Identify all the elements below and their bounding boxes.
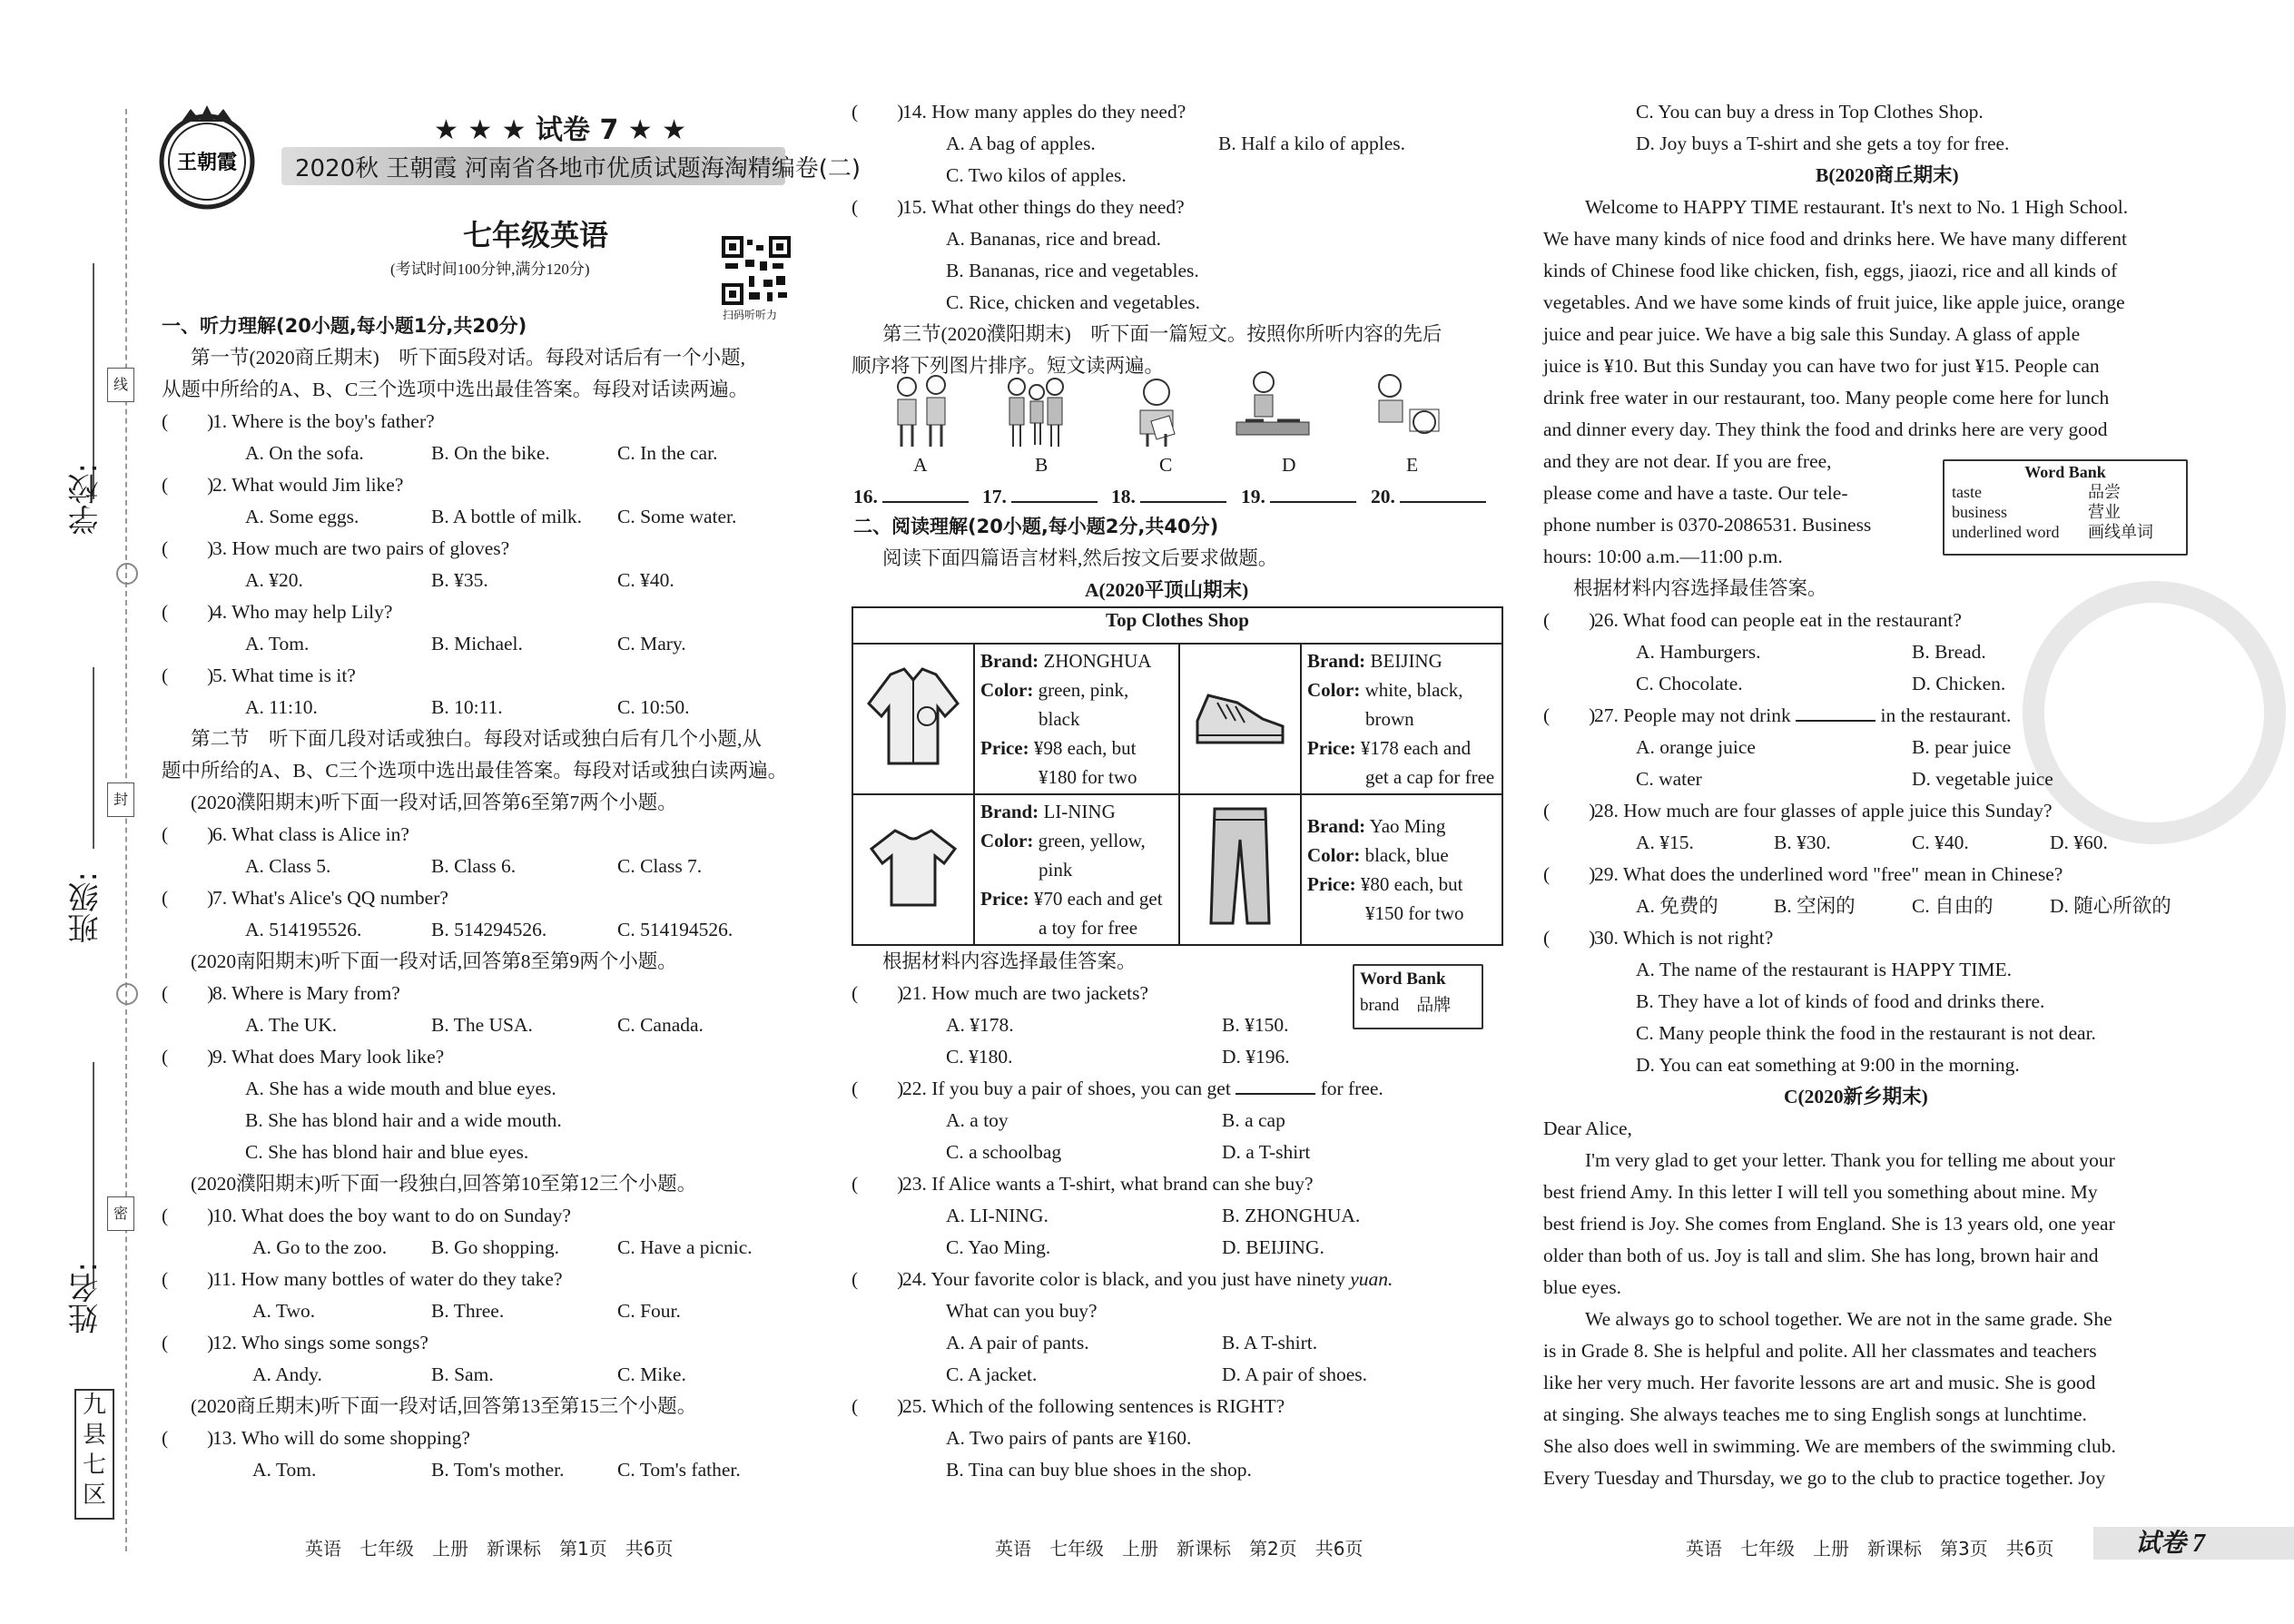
class-line	[93, 667, 94, 849]
picture-a-two-people-talking-icon	[885, 372, 958, 449]
jacket-picture	[852, 644, 974, 794]
item-beijing: Brand: BEIJING Color: white, black, brown Price: ¥178 each and get a cap for free	[1301, 644, 1502, 794]
part3-intro: 第三节(2020濮阳期末) 听下面一篇短文。按照你所听内容的先后	[882, 323, 1442, 345]
passage-c-line: blue eyes.	[1543, 1276, 1621, 1298]
box-char: 七	[82, 1452, 106, 1479]
q26-option-b[interactable]: B. Bread.	[1912, 641, 1986, 663]
passage-b-line: kinds of Chinese food like chicken, fish, eggs, jiaozi, rice and all kinds of	[1543, 260, 2118, 281]
q10-option-b[interactable]: B. Go shopping.	[431, 1236, 559, 1258]
note-q10-12: (2020濮阳期末)听下面一段独白,回答第10至第12三个小题。	[191, 1173, 697, 1195]
q21-option-a[interactable]: A. ¥178.	[946, 1014, 1014, 1036]
q7-option-b[interactable]: B. 514294526.	[431, 919, 547, 940]
clothes-shop-table	[852, 606, 1503, 946]
section2-intro: 阅读下面四篇语言材料,然后按文后要求做题。	[882, 547, 1278, 569]
q29-option-c[interactable]: C. 自由的	[1912, 895, 1994, 917]
seal-mark-line: 线	[107, 368, 134, 402]
q6-option-b[interactable]: B. Class 6.	[431, 855, 517, 877]
pants-icon	[1204, 803, 1276, 930]
jacket-icon	[863, 662, 963, 771]
q28-option-c[interactable]: C. ¥40.	[1912, 832, 1969, 853]
q15-option-a[interactable]: A. Bananas, rice and bread.	[946, 228, 1161, 250]
choose-instruction-b: 根据材料内容选择最佳答案。	[1573, 577, 1827, 599]
passage-b-line: please come and have a taste. Our tele-	[1543, 482, 1848, 504]
q5-option-a[interactable]: A. 11:10.	[245, 696, 318, 718]
q27-option-c[interactable]: C. water	[1636, 768, 1702, 790]
answer-blank-19[interactable]: 19.	[1241, 481, 1356, 513]
word-bank-title: Word Bank	[2024, 463, 2106, 481]
part1-intro: 第一节(2020商丘期末) 听下面5段对话。每段对话后有一个小题,	[191, 347, 745, 369]
question-4: ( )4. Who may help Lily?	[162, 601, 393, 623]
punch-hole-icon	[116, 983, 138, 1005]
class-label: 班级:	[68, 871, 104, 944]
answer-blank-20[interactable]: 20.	[1371, 481, 1486, 513]
q26-option-c[interactable]: C. Chocolate.	[1636, 673, 1743, 694]
word-bank-b: Word Bank taste 品尝 business 营业 underlined word 画线单词	[1943, 459, 2188, 556]
passage-b-line: Welcome to HAPPY TIME restaurant. It's next to No. 1 High School.	[1585, 196, 2129, 218]
q1-option-a[interactable]: A. On the sofa.	[245, 442, 364, 464]
q13-option-c[interactable]: C. Tom's father.	[617, 1459, 741, 1481]
q22-option-d[interactable]: D. a T-shirt	[1222, 1141, 1311, 1163]
q9-option-c[interactable]: C. She has blond hair and blue eyes.	[245, 1141, 529, 1163]
watermark-seal-icon	[2023, 581, 2286, 844]
question-15: ( )15. What other things do they need?	[852, 196, 1185, 218]
q10-option-c[interactable]: C. Have a picnic.	[617, 1236, 753, 1258]
passage-b-line: hours: 10:00 a.m.—11:00 p.m.	[1543, 546, 1783, 567]
question-26: ( )26. What food can people eat in the restaurant?	[1543, 609, 1962, 631]
passage-c-line: She also does well in swimming. We are members of the swimming club.	[1543, 1435, 2116, 1457]
q9-option-b[interactable]: B. She has blond hair and a wide mouth.	[245, 1109, 562, 1131]
answer-blank-17[interactable]: 17.	[982, 481, 1098, 513]
q12-option-a[interactable]: A. Andy.	[252, 1363, 322, 1385]
q29-option-d[interactable]: D. 随心所欲的	[2050, 895, 2171, 917]
q25-option-c[interactable]: C. You can buy a dress in Top Clothes Shop.	[1636, 101, 1984, 123]
q23-option-b[interactable]: B. ZHONGHUA.	[1222, 1205, 1361, 1226]
school-label: 学校:	[68, 463, 104, 536]
q26-option-a[interactable]: A. Hamburgers.	[1636, 641, 1761, 663]
q3-option-b[interactable]: B. ¥35.	[431, 569, 488, 591]
picture-b-family-icon	[999, 372, 1071, 449]
q22-blank[interactable]	[1236, 1093, 1315, 1095]
note-q13-15: (2020商丘期末)听下面一段对话,回答第13至第15三个小题。	[191, 1395, 697, 1417]
q2-option-b[interactable]: B. A bottle of milk.	[431, 506, 583, 527]
seal-mark-secret: 密	[107, 1196, 134, 1231]
question-24: ( )24. Your favorite color is black, and you just have ninety yuan.	[852, 1268, 1393, 1290]
question-2: ( )2. What would Jim like?	[162, 474, 404, 496]
q5-option-c[interactable]: C. 10:50.	[617, 696, 690, 718]
exam-title: 七年级英语	[463, 219, 609, 251]
passage-c-line: Every Tuesday and Thursday, we go to the club to practice together. Joy	[1543, 1467, 2106, 1489]
logo-text: 王朝霞	[176, 151, 238, 174]
q25-option-a[interactable]: A. Two pairs of pants are ¥160.	[946, 1427, 1192, 1449]
q11-option-b[interactable]: B. Three.	[431, 1300, 505, 1322]
page-footer-1: 英语 七年级 上册 新课标 第1页 共6页	[305, 1538, 674, 1560]
q2-option-c[interactable]: C. Some water.	[617, 506, 737, 527]
q30-option-d[interactable]: D. You can eat something at 9:00 in the morning.	[1636, 1054, 2020, 1076]
q13-option-b[interactable]: B. Tom's mother.	[431, 1459, 565, 1481]
page-footer-2: 英语 七年级 上册 新课标 第2页 共6页	[995, 1538, 1364, 1560]
passage-c-line: best friend is Joy. She comes from England. She is 13 years old, one year	[1543, 1213, 2115, 1235]
paper-number: ★ ★ ★ 试卷 7 ★ ★	[434, 114, 687, 146]
word-bank-meaning: 品牌	[1416, 996, 1452, 1015]
passage-c-line: at singing. She always teaches me to sing English songs at lunchtime.	[1543, 1403, 2087, 1425]
q23-option-c[interactable]: C. Yao Ming.	[946, 1236, 1051, 1258]
q29-option-b[interactable]: B. 空闲的	[1774, 895, 1856, 917]
section1-title: 一、听力理解(20小题,每小题1分,共20分)	[162, 315, 527, 337]
q15-option-c[interactable]: C. Rice, chicken and vegetables.	[946, 291, 1200, 313]
q28-option-b[interactable]: B. ¥30.	[1774, 832, 1831, 853]
sneakers-icon	[1190, 675, 1290, 757]
passage-b-line: We have many kinds of nice food and drinks here. We have many different	[1543, 228, 2127, 250]
answer-blank-18[interactable]: 18.	[1111, 481, 1226, 513]
q25-option-d[interactable]: D. Joy buys a T-shirt and she gets a toy for free.	[1636, 133, 2010, 154]
shoes-picture	[1179, 644, 1301, 794]
q25-option-b[interactable]: B. Tina can buy blue shoes in the shop.	[946, 1459, 1252, 1481]
q24-option-a[interactable]: A. A pair of pants.	[946, 1332, 1089, 1353]
punch-hole-icon	[116, 563, 138, 585]
box-char: 九	[82, 1392, 106, 1419]
question-28: ( )28. How much are four glasses of apple juice this Sunday?	[1543, 800, 2053, 822]
q2-option-a[interactable]: A. Some eggs.	[245, 506, 359, 527]
binding-cut-line	[125, 109, 127, 1551]
box-char: 县	[82, 1422, 106, 1449]
q12-option-b[interactable]: B. Sam.	[431, 1363, 494, 1385]
q23-option-d[interactable]: D. BEIJING.	[1222, 1236, 1324, 1258]
q27-option-a[interactable]: A. orange juice	[1636, 736, 1756, 758]
section2-title: 二、阅读理解(20小题,每小题2分,共40分)	[853, 516, 1219, 537]
q28-option-d[interactable]: D. ¥60.	[2050, 832, 2108, 853]
q6-option-a[interactable]: A. Class 5.	[245, 855, 331, 877]
question-29: ( )29. What does the underlined word "free" mean in Chinese?	[1543, 863, 2063, 885]
q14-option-c[interactable]: C. Two kilos of apples.	[946, 164, 1127, 186]
pic-label-e: E	[1406, 454, 1419, 476]
q8-option-b[interactable]: B. The USA.	[431, 1014, 533, 1036]
question-3: ( )3. How much are two pairs of gloves?	[162, 537, 510, 559]
question-27: ( )27. People may not drink in the restaurant.	[1543, 704, 2012, 726]
q29-option-a[interactable]: A. 免费的	[1636, 895, 1718, 917]
picture-e-boy-playing-icon	[1366, 368, 1452, 445]
item-li-ning: Brand: LI-NING Color: green, yellow, pink Price: ¥70 each and get a toy for free	[974, 794, 1179, 945]
pic-label-d: D	[1282, 454, 1296, 476]
q27-blank[interactable]	[1796, 720, 1876, 722]
q4-option-a[interactable]: A. Tom.	[245, 633, 310, 655]
q21-option-c[interactable]: C. ¥180.	[946, 1046, 1013, 1068]
name-label: 姓名:	[68, 1262, 104, 1334]
q22-option-b[interactable]: B. a cap	[1222, 1109, 1285, 1131]
part2-intro: 第二节 听下面几段对话或独白。每段对话或独白后有几个小题,从	[191, 728, 762, 750]
qr-caption: 扫码听听力	[723, 309, 778, 321]
tshirt-picture	[852, 794, 974, 945]
question-22: ( )22. If you buy a pair of shoes, you can get for free.	[852, 1078, 1383, 1099]
q7-option-a[interactable]: A. 514195526.	[245, 919, 362, 940]
box-char: 区	[82, 1481, 106, 1509]
question-14: ( )14. How many apples do they need?	[852, 101, 1186, 123]
q22-option-a[interactable]: A. a toy	[946, 1109, 1009, 1131]
q24-option-d[interactable]: D. A pair of shoes.	[1222, 1363, 1368, 1385]
picture-d-girl-cooking-icon	[1227, 368, 1318, 449]
question-9: ( )9. What does Mary look like?	[162, 1046, 445, 1068]
passage-b-line: and they are not dear. If you are free,	[1543, 450, 1832, 472]
passage-b-line: juice and pear juice. We have a big sale this Sunday. A glass of apple	[1543, 323, 2081, 345]
q23-option-a[interactable]: A. LI-NING.	[946, 1205, 1049, 1226]
question-13: ( )13. Who will do some shopping?	[162, 1427, 470, 1449]
passage-c-line: is in Grade 8. She is helpful and polite. All her classmates and teachers	[1543, 1340, 2097, 1362]
word-bank-a	[1353, 964, 1483, 1029]
q26-option-d[interactable]: D. Chicken.	[1912, 673, 2006, 694]
q24-option-b[interactable]: B. A T-shirt.	[1222, 1332, 1318, 1353]
q1-option-b[interactable]: B. On the bike.	[431, 442, 550, 464]
footer-paper-tag: 试卷 7	[2135, 1530, 2206, 1558]
question-8: ( )8. Where is Mary from?	[162, 982, 400, 1004]
pic-label-a: A	[913, 454, 928, 476]
q27-option-d[interactable]: D. vegetable juice	[1912, 768, 2053, 790]
q12-option-c[interactable]: C. Mike.	[617, 1363, 686, 1385]
pants-picture	[1179, 794, 1301, 945]
q6-option-c[interactable]: C. Class 7.	[617, 855, 703, 877]
q3-option-a[interactable]: A. ¥20.	[245, 569, 303, 591]
passage-c-source: C(2020新乡期末)	[1784, 1086, 1928, 1107]
q8-option-a[interactable]: A. The UK.	[245, 1014, 338, 1036]
q14-option-b[interactable]: B. Half a kilo of apples.	[1218, 133, 1405, 154]
district-box	[74, 1389, 114, 1520]
q13-option-a[interactable]: A. Tom.	[252, 1459, 317, 1481]
passage-b-line: drink free water in our restaurant, too. Many people come here for lunch	[1543, 387, 2110, 408]
question-25: ( )25. Which of the following sentences is RIGHT?	[852, 1395, 1285, 1417]
word-bank-title: Word Bank	[1360, 969, 1446, 989]
part2-intro-2: 题中所给的A、B、C三个选项中选出最佳答案。每段对话或独白读两遍。	[162, 760, 788, 782]
q7-option-c[interactable]: C. 514194526.	[617, 919, 733, 940]
brand-logo	[156, 102, 258, 211]
tshirt-icon	[868, 822, 959, 912]
q22-option-c[interactable]: C. a schoolbag	[946, 1141, 1062, 1163]
question-10: ( )10. What does the boy want to do on Sunday?	[162, 1205, 571, 1226]
question-7: ( )7. What's Alice's QQ number?	[162, 887, 448, 909]
question-24-cont: What can you buy?	[946, 1300, 1098, 1322]
q5-option-b[interactable]: B. 10:11.	[431, 696, 503, 718]
q8-option-c[interactable]: C. Canada.	[617, 1014, 704, 1036]
q3-option-c[interactable]: C. ¥40.	[617, 569, 674, 591]
note-q8-9: (2020南阳期末)听下面一段对话,回答第8至第9两个小题。	[191, 950, 677, 972]
q27-option-b[interactable]: B. pear juice	[1912, 736, 2012, 758]
item-yao-ming: Brand: Yao Ming Color: black, blue Price: ¥80 each, but ¥150 for two	[1301, 794, 1502, 945]
passage-b-source: B(2020商丘期末)	[1816, 164, 1959, 186]
question-23: ( )23. If Alice wants a T-shirt, what brand can she buy?	[852, 1173, 1314, 1195]
exam-subtitle: (考试时间100分钟,满分120分)	[390, 261, 590, 278]
q4-option-b[interactable]: B. Michael.	[431, 633, 523, 655]
qr-code-icon[interactable]	[722, 236, 791, 305]
passage-c-line: We always go to school together. We are not in the same grade. She	[1585, 1308, 2112, 1330]
q11-option-c[interactable]: C. Four.	[617, 1300, 681, 1322]
question-12: ( )12. Who sings some songs?	[162, 1332, 428, 1353]
passage-c-line: best friend Amy. In this letter I will tell you something about mine. My	[1543, 1181, 2098, 1203]
passage-b-line: and dinner every day. They think the food and drinks here are very good	[1543, 418, 2108, 440]
passage-b-line: vegetables. And we have some kinds of fruit juice, like apple juice, orange	[1543, 291, 2125, 313]
word-bank-word: brand	[1360, 996, 1400, 1015]
note-q6-7: (2020濮阳期末)听下面一段对话,回答第6至第7两个小题。	[191, 792, 677, 813]
passage-b-line: juice is ¥10. But this Sunday you can have two for just ¥15. People can	[1543, 355, 2100, 377]
passage-c-line: Dear Alice,	[1543, 1117, 1632, 1139]
banner-title: 2020秋 王朝霞 河南省各地市优质试题海淘精编卷(二)	[295, 155, 861, 182]
passage-c-line: like her very much. Her favorite lessons are art and music. She is good	[1543, 1372, 2096, 1393]
answer-blank-16[interactable]: 16.	[853, 481, 969, 513]
q30-option-c[interactable]: C. Many people think the food in the restaurant is not dear.	[1636, 1022, 2096, 1044]
passage-c-line: older than both of us. Joy is tall and slim. She has long, brown hair and	[1543, 1245, 2099, 1266]
q1-option-c[interactable]: C. In the car.	[617, 442, 718, 464]
part1-intro-2: 从题中所给的A、B、C三个选项中选出最佳答案。每段对话读两遍。	[162, 379, 749, 400]
question-11: ( )11. How many bottles of water do they take?	[162, 1268, 563, 1290]
seal-mark-seal: 封	[107, 782, 134, 817]
q30-option-a[interactable]: A. The name of the restaurant is HAPPY TIME.	[1636, 959, 2013, 980]
picture-c-boy-reading-icon	[1124, 372, 1196, 449]
pic-label-c: C	[1159, 454, 1173, 476]
passage-a-source: A(2020平顶山期末)	[1085, 579, 1249, 601]
question-30: ( )30. Which is not right?	[1543, 927, 1774, 949]
question-21: ( )21. How much are two jackets?	[852, 982, 1149, 1004]
page-footer-3: 英语 七年级 上册 新课标 第3页 共6页	[1686, 1538, 2054, 1560]
item-zhonghua: Brand: ZHONGHUA Color: green, pink, black Price: ¥98 each, but ¥180 for two	[974, 644, 1179, 794]
passage-c-line: I'm very glad to get your letter. Thank you for telling me about your	[1585, 1149, 2115, 1171]
question-1: ( )1. Where is the boy's father?	[162, 410, 435, 432]
q14-option-a[interactable]: A. A bag of apples.	[946, 133, 1096, 154]
choose-instruction: 根据材料内容选择最佳答案。	[882, 950, 1137, 972]
name-line	[93, 1062, 94, 1289]
question-5: ( )5. What time is it?	[162, 664, 356, 686]
q4-option-c[interactable]: C. Mary.	[617, 633, 686, 655]
q9-option-a[interactable]: A. She has a wide mouth and blue eyes.	[245, 1078, 556, 1099]
q15-option-b[interactable]: B. Bananas, rice and vegetables.	[946, 260, 1199, 281]
pic-label-b: B	[1035, 454, 1049, 476]
part3-intro-2: 顺序将下列图片排序。短文读两遍。	[852, 355, 1165, 377]
question-6: ( )6. What class is Alice in?	[162, 823, 409, 845]
q30-option-b[interactable]: B. They have a lot of kinds of food and drinks there.	[1636, 990, 2045, 1012]
q10-option-a[interactable]: A. Go to the zoo.	[252, 1236, 388, 1258]
q24-option-c[interactable]: C. A jacket.	[946, 1363, 1038, 1385]
q21-option-b[interactable]: B. ¥150.	[1222, 1014, 1289, 1036]
q21-option-d[interactable]: D. ¥196.	[1222, 1046, 1290, 1068]
passage-b-line: phone number is 0370-2086531. Business	[1543, 514, 1872, 536]
q28-option-a[interactable]: A. ¥15.	[1636, 832, 1694, 853]
crown-logo-icon	[156, 102, 258, 211]
q11-option-a[interactable]: A. Two.	[252, 1300, 316, 1322]
shop-title: Top Clothes Shop	[852, 607, 1502, 644]
